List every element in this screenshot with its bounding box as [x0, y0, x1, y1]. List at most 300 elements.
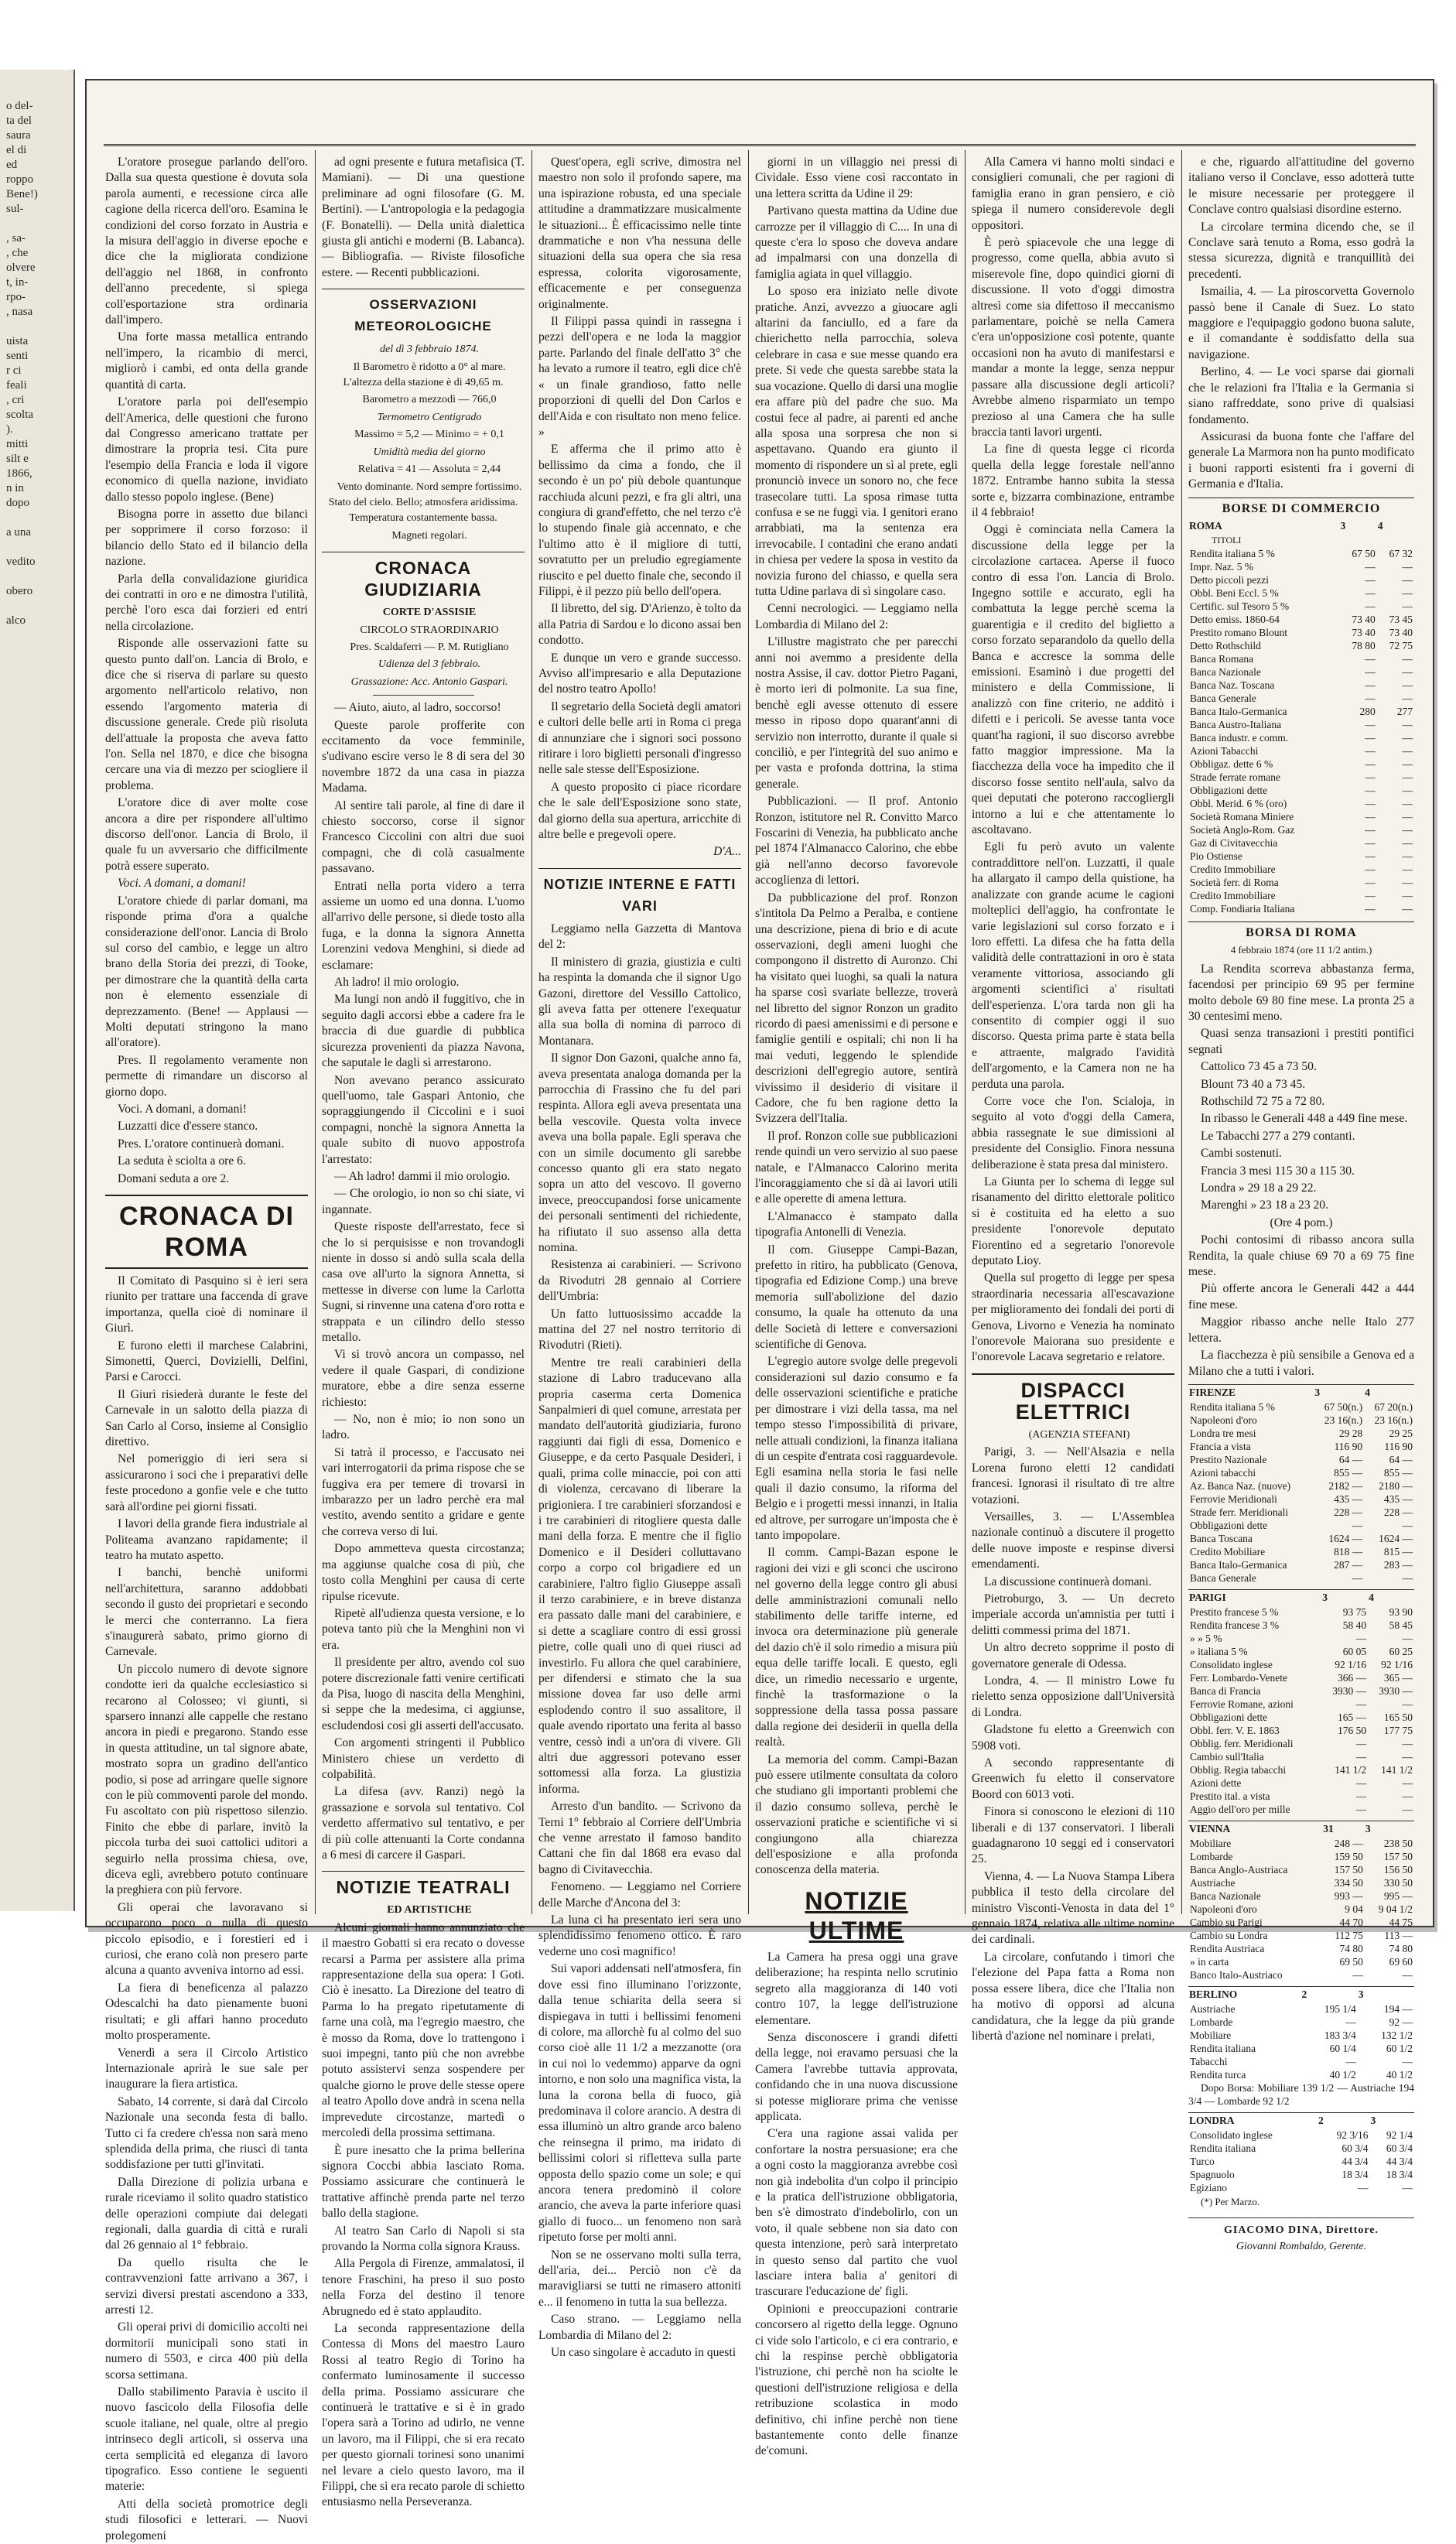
- paragraph: L'oratore chiede di parlar domani, ma risponde prima d'ora a qualche considerazione dell'onor. Lancia di Brolo sul corso del cambio, e legge un altro brano della Storia dei prezzi, di Tooke, per dimostrare che la quantità della carta non è elemento essenziale di deprezzamento. (Bene! — Applausi — Molti deputati stringono la mano all'oratore).: [105, 894, 308, 1050]
- table-cell: —: [1365, 600, 1376, 612]
- table-cell: 40 1/2: [1329, 2068, 1356, 2081]
- table-row-label: Certific. sul Tesoro 5 %: [1190, 600, 1290, 612]
- paragraph: Vi si trovò ancora un compasso, nel vedere il quale Gaspari, di condizione muratore, ebbe a dire senza esserne richiesto:: [322, 1348, 525, 1409]
- table-row-label: Rendita italiana 5 %: [1190, 547, 1275, 559]
- table-row: [1188, 850, 1414, 863]
- paragraph: — Ah ladro! dammi il mio orologio.: [334, 1169, 511, 1183]
- paragraph: È però spiacevole che una legge di progresso, come quella, abbia avuto sì miserevole fine, dopo quindici giorni di discussione. Il voto d'oggi dimostra altresì come sia difettoso il meccanismo parlamentare, poichè se nella Camera c'era un'opposizione così potente, quante occasioni non ha avuto di manifestarsi e mandar a monte la legge, senza neppur passare alla discussione degli articoli? Avrebbe almeno risparmiato un tempo prezioso al una Camera che ha sulle braccia tanti lavori urgenti.: [972, 236, 1174, 439]
- table-row-label: Pio Ostiense: [1190, 850, 1242, 862]
- table-row-label: Banca Nazionale: [1190, 665, 1261, 678]
- table-heading: PARIGI: [1189, 1591, 1226, 1603]
- dispacci-subheading: (AGENZIA STEFANI): [1028, 1428, 1130, 1441]
- table-cell: 855 —: [1334, 1466, 1363, 1479]
- table-row: [1188, 1837, 1414, 1850]
- paragraph: L'illustre magistrato che per parecchi anni noi avemmo a presidente della nostra Assise, il cav. dottor Pietro Pagani, è morto ieri di polmonite. La sua fine, benchè egli avesse ottenuto di essere messo in riposo dopo quarant'anni di servizio non interrotto, durante il quale si conciliò, e per l'integrità del suo animo e per vasta e profonda dottrina, la stima generale.: [755, 635, 958, 791]
- table-cell: 1624 —: [1328, 1532, 1363, 1544]
- table-row-label: Austriache: [1190, 1876, 1236, 1889]
- table-cell: —: [1352, 1571, 1363, 1584]
- paragraph: Rothschild 72 75 a 72 80.: [1201, 1095, 1325, 1108]
- table-row: [1188, 1506, 1414, 1519]
- paragraph: Leggiamo nella Gazzetta di Mantova del 2:: [538, 922, 741, 952]
- table-row-label: Banca Austro-Italiana: [1190, 718, 1282, 730]
- paragraph: Un fatto luttuosissimo accadde la mattina del 27 nel nostro territorio di Rivodutri (Rieti).: [538, 1307, 741, 1352]
- paragraph: Da pubblicazione del prof. Ronzon s'intitola Da Pelmo a Peralba, e contiene una descrizione, piena di brio e di acute osservazioni, degli ameni luoghi che compongono il distretto di Auronzo. Chi ha visitato quei luoghi, sa quali la natura ha sparse così svariate bellezze, troverà nel libretto del signor Ronzon un gradito ricordo di paesi amenissimi e di persone e famiglie gentili e ospitali; chi non li ha mai veduti, leggendo le splendide descrizioni dell'egregio autore, sentirà vivissimo il desiderio di visitare il Cadore, che fu ben ragione detto la Svizzera dell'Italia.: [755, 891, 958, 1126]
- table-cell: 2182 —: [1328, 1479, 1363, 1492]
- table-cell: —: [1402, 1968, 1413, 1981]
- table-row: [1188, 652, 1414, 665]
- paragraph: Parigi, 3. — Nell'Alsazia e nella Lorena furono eletti 12 candidati francesi. Ignorasi il risultato di tre altre votazioni.: [972, 1445, 1174, 1506]
- table-cell: —: [1402, 876, 1413, 888]
- table-cell: 157 50: [1383, 1850, 1413, 1862]
- table-row: [1188, 1400, 1414, 1414]
- paragraph: Il segretario della Società degli amatori e cultori delle belle arti in Roma ci prega di annunziare che i signori soci possono ritirare i loro biglietti personali d'ingresso nelle sale stesse dell'Esposizione.: [538, 699, 741, 777]
- table-row-label: Società Romana Miniere: [1190, 810, 1294, 822]
- table-cell: —: [1365, 876, 1376, 888]
- paragraph: Cenni necrologici. — Leggiamo nella Lombardia di Milano del 2:: [755, 602, 958, 631]
- paragraph: Versailles, 3. — L'Assemblea nazionale continuò a discutere il progetto delle nuove imposte e respinse diversi emendamenti.: [972, 1510, 1174, 1571]
- table-row: [1188, 1955, 1414, 1968]
- table-cell: —: [1402, 1698, 1413, 1710]
- table-row-label: Rendita turca: [1190, 2068, 1246, 2081]
- paragraph: Sui vapori addensati nell'atmosfera, fin dove essi fino illuminano l'orizzonte, dalla tenue schiarita della seera si dispiegava in tutti i bellissimi fenomeni di colore, ma allorchè fu al colmo del suo corso cioè alle 11 1/2 a mezzanotte (ora in cui noi lo vedemmo) apparve da ogni intorno, e non solo una magnifica vista, la luna la corona bella di fuoco, già predominava il colore arancio. A destra di essa illuminò un altro grande arco baleno che reinsegna il primo, ma iridato di bellissimi colori si rifletteva sulla parte opposta dello spazio come un sole; e qui ancora tenera predominò il colore arancio, che aveva la parte inferiore quasi giallo di fuoco... un fenomeno non sarà ripetuto forse per molti anni.: [538, 1962, 742, 2245]
- paragraph: Quasi senza transazioni i prestiti pontifici segnati: [1188, 1027, 1414, 1056]
- table-londra: [1188, 2112, 1414, 2194]
- paragraph: Blount 73 40 a 73 45.: [1201, 1077, 1306, 1091]
- table-cell: —: [1365, 850, 1376, 862]
- table-row: [1188, 2016, 1414, 2029]
- table-cell: —: [1352, 1519, 1363, 1531]
- table-cell: 3930 —: [1379, 1684, 1413, 1697]
- table-cell: 73 40: [1389, 626, 1413, 638]
- paragraph: L'oratore prosegue parlando dell'oro. Dalla sua questa questione è dovuta sola parola aumenti, e recessione circa alle cagione della ricerca dell'oro. Esamina le condizioni del corso forzato in Austria e la misura dell'aggio in diverse epoche e dice che la migliorata condizione dell'aggio nel 1868, in confronto dell'anno precedente, si spiega coll'esportazione stra ordinaria dall'impero.: [105, 156, 308, 327]
- table-cell: 238 50: [1383, 1837, 1413, 1849]
- table-row-label: Impr. Naz. 5 %: [1190, 560, 1254, 573]
- table-col-header: 4: [1377, 519, 1383, 532]
- table-cell: 2180 —: [1379, 1479, 1413, 1492]
- table-row: [1188, 718, 1414, 731]
- table-row: [1188, 705, 1414, 718]
- table-row: [1188, 613, 1414, 626]
- paragraph: E furono eletti il marchese Calabrini, Simonetti, Querci, Dovizielli, Delfini, Parsi e Carocci.: [105, 1339, 308, 1384]
- section-heading-cronaca-roma: CRONACA DI ROMA: [105, 1195, 308, 1269]
- table-cell: 60 1/4: [1329, 2042, 1356, 2054]
- paragraph: Atti della società promotrice degli studi filosofici e letterari. — Nuovi prolegomeni: [105, 2497, 308, 2542]
- table-cell: 365 —: [1383, 1671, 1413, 1684]
- table-col-header: 3: [1358, 1988, 1364, 2000]
- table-row: [1188, 1427, 1414, 1440]
- table-col-header: 4: [1369, 1591, 1374, 1603]
- table-row: [1188, 823, 1414, 836]
- table-row-label: Obblig. ferr. Meridionali: [1190, 1737, 1294, 1749]
- table-cell: —: [1402, 810, 1413, 822]
- paragraph: Luzzatti dice d'essere stanco.: [118, 1120, 258, 1134]
- borsa-roma-date: 4 febbraio 1874 (ore 11 1/2 antim.): [1230, 944, 1372, 956]
- paragraph: L'Almanacco è stampato dalla tipografia Antonelli di Venezia.: [755, 1209, 958, 1240]
- table-cell: 156 50: [1383, 1863, 1413, 1876]
- table-row-label: Cambio sull'Italia: [1190, 1750, 1264, 1763]
- paragraph: Francia 3 mesi 115 30 a 115 30.: [1201, 1164, 1355, 1178]
- table-vienna: [1188, 1821, 1414, 1982]
- table-row-label: Mobiliare: [1190, 1837, 1232, 1849]
- table-cell: 69 50: [1339, 1955, 1363, 1968]
- table-col-header: 3: [1322, 1591, 1328, 1603]
- table-cell: —: [1402, 2181, 1413, 2194]
- table-cell: —: [1365, 757, 1376, 770]
- paragraph: Londra, 4. — Il ministro Lowe fu rieletto senza opposizione dall'Università di Londra.: [972, 1674, 1174, 1719]
- paragraph: È pure inesatto che la prima bellerina signora Coccbi abbia lasciato Roma. Possiamo assicurare che continuerà le trattative affinchè prenda parte nel terzo ballo della stagione.: [322, 2143, 525, 2221]
- column-rule: [531, 150, 532, 1914]
- paragraph: Il prof. Ronzon colle sue pubblicazioni rende quindi un vero servizio al suo paese natale, e l'Almanacco Calorino merita l'incoraggiamento che si dà ai lavori utili e alle operette di amena lettura.: [755, 1129, 958, 1206]
- table-cell: 248 —: [1334, 1837, 1363, 1849]
- paragraph: Più offerte ancora le Generali 442 a 444 fine mese.: [1188, 1282, 1414, 1311]
- table-row: [1188, 1929, 1414, 1942]
- paragraph: Il libretto, del sig. D'Arienzo, è tolto da alla Patria di Sardou e lo dicono assai ben condotto.: [538, 602, 741, 648]
- giud-subheading: Pres. Scaldaferri — P. M. Rutigliano: [350, 641, 509, 653]
- table-col-header: 31: [1323, 1822, 1334, 1834]
- table-row-label: Banca industr. e comm.: [1190, 731, 1289, 744]
- table-row: [1188, 1850, 1414, 1863]
- table-cell: —: [1365, 836, 1376, 849]
- table-heading: FIRENZE: [1189, 1386, 1236, 1398]
- director-name: GIACOMO DINA, Direttore.: [1223, 2224, 1379, 2237]
- table-row-label: Banca Romana: [1190, 652, 1254, 665]
- paragraph: Al sentire tali parole, al fine di dare il chiesto soccorso, corse il signor Francesco Ciccolini con altri due suoi compagni, che di colà casualmente passavano.: [322, 798, 525, 876]
- paragraph: ad ogni presente e futura metafisica (T. Mamiani). — Di una questione preliminare ad ogni filosofare (G. M. Bertini). — L'antropologia e la pedagogia (F. Bonatelli). — Della unità dialettica giusta gli antichi e moderni (B. Labanca). — Bibliografia. — Riviste filosofiche estere. — Recenti pubblicazioni.: [322, 156, 525, 279]
- table-cell: —: [1402, 863, 1413, 875]
- paragraph: Voci. A domani, a domani!: [118, 877, 246, 891]
- table-cell: —: [1402, 652, 1413, 665]
- table-cell: —: [1402, 731, 1413, 744]
- table-cell: 92 1/16: [1381, 1658, 1413, 1670]
- paragraph: Pres. Il regolamento veramente non permette di rimandare un discorso al giorno dopo.: [105, 1053, 308, 1099]
- table-row-label: Banca Anglo-Austriaca: [1190, 1863, 1288, 1876]
- table-row: [1188, 2029, 1414, 2042]
- table-row-label: Banca Italo-Germanica: [1190, 705, 1287, 717]
- paragraph: L'oratore dice di aver molte cose ancora a dire per rispondere all'ultimo discorso dell'onor. Lancia di Brolo, il quale fu un avversario che difficilmente potrà essere superato.: [105, 796, 308, 873]
- paragraph: Alcuni giornali hanno annunziato che il maestro Gobatti si era recato o dovesse recarsi a Parma per assistere alla prima rappresentazione della sua opera: I Goti. Ciò è inesatto. La Direzione del teatro di Parma lo ha pregato ripetutamente di farne una colà, ma l'egregio maestro, che è mosso da Roma, dove lo trattengono i suoi impegni, tanto più che non avrebbe potuto assistervi senza sospendere per qualche giorno le prove delle stesse opere al teatro Apollo dove andrà in scena nella imprevedute circostanze, martedì o mercoledì della prossima settimana.: [322, 1920, 525, 2140]
- column-rule: [965, 150, 966, 1914]
- table-row: [1188, 876, 1414, 889]
- paragraph: C'era una ragione assai valida per confortare la nostra persuasione; era che a ogni costo la maggioranza avrebbe così non già indebolita d'un colpo il principio e la pratica dell'istruzione obbligatoria, ben s'è dimostrato d'indebolirlo, con un voto, il quale sebbene non sia dato con questa intenzione, però sarà interpretato in questo senso dal partito che vuol lasciare intera balia a' genitori di trascurare l'educazione de' figli.: [755, 2127, 958, 2299]
- table-cell: —: [1402, 1571, 1413, 1584]
- table-row: [1188, 1532, 1414, 1545]
- paragraph: Cambi sostenuti.: [1201, 1147, 1282, 1161]
- paragraph: Gli operai che lavoravano si occuparono poco o nulla di questo piccolo episodio, e i forestieri ed i curiosi, che erano colà non presero parte alcuna a quanto avveniva intorno ad essi.: [105, 1900, 308, 1978]
- table-row: [1188, 1632, 1414, 1645]
- table-row-label: Banca Generale: [1190, 692, 1256, 704]
- table-row-label: Prestito francese 5 %: [1190, 1605, 1279, 1618]
- table-cell: —: [1365, 744, 1376, 757]
- table-cell: —: [1402, 718, 1413, 730]
- table-row-label: » in carta: [1190, 1955, 1229, 1968]
- giud-subheading: Grassazione: Acc. Antonio Gaspari.: [350, 675, 508, 688]
- table-cell: 58 45: [1389, 1619, 1413, 1631]
- table-cell: 9 04 1/2: [1378, 1903, 1413, 1915]
- borsa-roma-heading: BORSA DI ROMA: [1188, 922, 1414, 941]
- table-row-label: Ferrovie Meridionali: [1190, 1493, 1277, 1505]
- table-cell: 818 —: [1334, 1545, 1363, 1558]
- table-row-label: Az. Banca Naz. (nuove): [1190, 1479, 1291, 1492]
- table-cell: 18 3/4: [1386, 2168, 1413, 2180]
- paragraph: (Ore 4 pom.): [1270, 1216, 1333, 1229]
- table-row: [1188, 836, 1414, 850]
- table-row: [1188, 1790, 1414, 1803]
- table-cell: 64 —: [1338, 1453, 1363, 1465]
- paragraph: giorni in un villaggio nei pressi di Cividale. Esso viene così raccontato in una lettera scritta da Udine il 29:: [755, 156, 958, 200]
- table-row-label: Banca Nazionale: [1190, 1889, 1261, 1902]
- table-row: [1188, 2042, 1414, 2055]
- table-cell: 44 75: [1389, 1916, 1413, 1928]
- table-row-label: Banco Italo-Austriaco: [1190, 1968, 1283, 1981]
- table-row: [1188, 1737, 1414, 1750]
- paragraph: Ah ladro! il mio orologio.: [334, 976, 460, 990]
- paragraph: Venerdì a sera il Circolo Artistico Internazionale aprirà le sue sale per inaugurare la fiera artistica.: [105, 2046, 308, 2091]
- meteo-line: Barometro a mezzodì — 766,0: [362, 394, 497, 406]
- paragraph: — Aiuto, aiuto, al ladro, soccorso!: [334, 701, 501, 715]
- dopo-borsa: Dopo Borsa: Mobiliare 139 1/2 — Austriache 194 3/4 — Lombarde 92 1/2: [1188, 2081, 1414, 2107]
- table-row-label: » » 5 %: [1190, 1632, 1222, 1644]
- table-cell: 9 04: [1345, 1903, 1363, 1915]
- table-cell: —: [1355, 1698, 1367, 1710]
- table-row-label: Rendita italiana 5 %: [1190, 1400, 1275, 1413]
- table-cell: —: [1402, 771, 1413, 783]
- table-cell: 141 1/2: [1381, 1763, 1413, 1776]
- table-cell: 334 50: [1334, 1876, 1363, 1889]
- table-cell: 435 —: [1334, 1493, 1363, 1505]
- table-row: [1188, 1453, 1414, 1466]
- paragraph: Pietroburgo, 3. — Un decreto imperiale accorda un'amnistia per tutti i delitti commessi prima del 1871.: [972, 1592, 1174, 1637]
- table-cell: —: [1402, 560, 1413, 573]
- table-row-label: Aggio dell'oro per mille: [1190, 1803, 1290, 1815]
- table-row: [1188, 626, 1414, 639]
- table-cell: 73 40: [1352, 613, 1376, 625]
- table-cell: 159 50: [1334, 1850, 1363, 1862]
- table-cell: 112 75: [1335, 1929, 1363, 1941]
- table-cell: 67 32: [1389, 547, 1413, 559]
- table-row: [1188, 1479, 1414, 1493]
- table-body: [1188, 1400, 1414, 1585]
- section-heading-notizie-ultime: NOTIZIE ULTIME: [805, 1886, 908, 1944]
- table-cell: 113 —: [1384, 1929, 1413, 1941]
- table-firenze: [1188, 1384, 1414, 1585]
- table-cell: —: [1345, 2016, 1356, 2028]
- table-cell: —: [1402, 823, 1413, 836]
- table-cell: —: [1365, 889, 1376, 901]
- table-row: [1188, 600, 1414, 613]
- table-cell: 141 1/2: [1335, 1763, 1367, 1776]
- paragraph: Il signor Don Gazoni, qualche anno fa, aveva presentata analoga domanda per la parrocchia di Frassino che fu del pari respinta. Allora egli aveva presentata una bella vescovile. Questa volta invece aveva una bolla papale. Egli sperava che con un simile documento gli sarebbe concesso quanto gli era stato negato sopra un atto del vescovo. Il governo invece, preoccupandosi forse unicamente dei personali sentimenti del richiedente, ha rifiutato il suo assenso alla detta nomina.: [538, 1051, 741, 1254]
- paragraph: Ripetè all'udienza questa versione, e lo poteva tanto più che la Menghini non vi era.: [322, 1606, 525, 1652]
- table-row: [1188, 1558, 1414, 1571]
- paragraph: La fiacchezza è più sensibile a Genova ed a Milano che a tutti i valori.: [1188, 1349, 1414, 1378]
- paragraph: La fiera di beneficenza al palazzo Odescalchi ha dato pienamente buoni risultati; e gli affari hanno proceduto molto prosperamente.: [105, 1981, 308, 2043]
- column-2: [322, 155, 525, 2509]
- paragraph: E afferma che il primo atto è bellissimo da cima a fondo, che il secondo è un po' più debole quantunque racchiuda alcuni pezzi, e fra gli altri, una congiura di grand'effetto, che nel terzo c'è lo stupendo finale già accennato, e che l'ultimo atto è il migliore di tutti, sovratutto per un preludio egregiamente riuscito e pel duetto finale che, secondo il Filippi, è il pezzo più bello dell'opera.: [538, 443, 741, 598]
- table-cell: 287 —: [1334, 1558, 1363, 1571]
- table-row: [1188, 1803, 1414, 1816]
- table-cell: —: [1402, 1519, 1413, 1531]
- paragraph: Non avevano peranco assicurato quell'uomo, tale Gaspari Antonio, che sopraggiungendo il Ciccolini e i suoi compagni, nonchè la signora Annetta la quale subito di nuovo appostrofa l'arrestato:: [322, 1073, 525, 1166]
- paragraph: Finora si conoscono le elezioni di 110 liberali e di 137 conservatori. I liberali guadagnarono 10 seggi ed i conservatori 25.: [972, 1805, 1174, 1866]
- table-row: [1188, 1414, 1414, 1427]
- table-col-header: 3: [1370, 2114, 1376, 2126]
- table-row-label: Egiziano: [1190, 2181, 1227, 2194]
- table-row-label: Austriache: [1190, 2002, 1236, 2015]
- table-row-label: Banca Generale: [1190, 1571, 1256, 1584]
- table-cell: —: [1402, 797, 1413, 809]
- paragraph: Queste parole profferite con eccitamento da voce femminile, s'udivano escire verso le 8 di sera del 30 novembre 1872 da una casa in piazza Madama.: [322, 718, 525, 795]
- table-cell: —: [1365, 797, 1376, 809]
- table-cell: —: [1365, 665, 1376, 678]
- table-row-label: Obblig. Regia tabacchi: [1190, 1763, 1287, 1776]
- column-rule: [1181, 150, 1182, 1914]
- table-cell: 67 50: [1352, 547, 1376, 559]
- table-cell: 132 1/2: [1381, 2029, 1413, 2041]
- paragraph: A questo proposito ci piace ricordare che le sale dell'Esposizione sono state, dal giorno della sua apertura, arricchite di altre belle e pregevoli opere.: [538, 780, 741, 842]
- paragraph: Opinioni e preoccupazioni contrarie concorsero al rigetto della legge. Ognuno ci vide solo l'articolo, e ci era contrario, e chi la respinse perchè obbligatoria l'istruzione, chi perchè non ha sciolte le questioni dell'istruzione religiosa e della retribuzione scolastica in modo definitivo, chi infine perchè non tiene bastantemente conto delle finanze de'comuni.: [755, 2302, 958, 2458]
- table-row-label: Rendita Austriaca: [1190, 1942, 1265, 1954]
- table-row-label: Napoleoni d'oro: [1190, 1903, 1257, 1915]
- table-row: [1188, 1876, 1414, 1889]
- table-row: [1188, 1863, 1414, 1876]
- table-row: [1188, 2068, 1414, 2081]
- table-cell: —: [1355, 1790, 1367, 1802]
- table-row-label: Comp. Fondiaria Italiana: [1190, 902, 1295, 915]
- table-cell: —: [1365, 560, 1376, 573]
- table-heading: BERLINO: [1189, 1988, 1238, 2000]
- table-cell: 228 —: [1334, 1506, 1363, 1518]
- table-row-label: Obbl. Beni Eccl. 5 %: [1190, 586, 1279, 599]
- table-cell: —: [1365, 863, 1376, 875]
- table-row: [1188, 1889, 1414, 1903]
- table-cell: 815 —: [1383, 1545, 1413, 1558]
- table-col-header: 4: [1365, 1386, 1370, 1398]
- paragraph: La Rendita scorreva abbastanza ferma, facendosi per principio 69 95 per fermine molto debole 69 80 fine mese. La pronta 25 a 30 centesimi meno.: [1188, 962, 1414, 1023]
- table-row-label: Prestito Nazionale: [1190, 1453, 1267, 1465]
- table-row-label: Gaz di Civitavecchia: [1190, 836, 1278, 849]
- paragraph: Cattolico 73 45 a 73 50.: [1201, 1060, 1317, 1074]
- table-cell: —: [1402, 2055, 1413, 2067]
- giud-subheading: Udienza del 3 febbraio.: [378, 658, 481, 671]
- table-cell: 165 —: [1338, 1711, 1367, 1723]
- table-row: [1188, 1711, 1414, 1724]
- footnote: (*) Per Marzo.: [1201, 2195, 1260, 2207]
- table-row-label: Ferrovie Romane, azioni: [1190, 1698, 1294, 1710]
- table-cell: —: [1402, 889, 1413, 901]
- table-berlino: [1188, 1986, 1414, 2081]
- table-cell: —: [1355, 1750, 1367, 1763]
- paragraph: La difesa (avv. Ranzi) negò la grassazione e sorvola sul tentativo. Col verdetto affermativo sul tentativo, e per di più colle attenuanti la Corte condanna a 6 mesi di carcere il Gaspari.: [322, 1785, 525, 1862]
- paragraph: Ismailia, 4. — La piroscorvetta Governolo passò bene il Canale di Suez. Lo stato maggiore e l'equipaggio godono buona salute, e il comandante è soddisfatto della sua navigazione.: [1188, 285, 1414, 361]
- table-cell: —: [1365, 679, 1376, 691]
- paragraph: La fine di questa legge ci ricorda quella della legge forestale nell'anno 1872. Entrambe hanno subita la stessa sorte e, bizzarra combinazione, entrambe il 4 febbraio!: [972, 443, 1174, 519]
- divider: [373, 695, 474, 696]
- table-row-label: Obbligazioni dette: [1190, 784, 1268, 796]
- gerente-name: Giovanni Rombaldo, Gerente.: [1236, 2240, 1367, 2252]
- meteo-line: Massimo = 5,2 — Minimo = + 0,1: [354, 429, 504, 441]
- paragraph: Berlino, 4. — Le voci sparse dai giornali che le relazioni fra l'Italia e la Germania si siano raffreddate, sono prive di qualsiasi fondamento.: [1188, 365, 1414, 426]
- paragraph: Una forte massa metallica entrando nell'impero, la ricambio di merci, migliorò i cambi, ed onta della grande quantità di carta.: [105, 330, 308, 392]
- table-cell: —: [1402, 1632, 1413, 1644]
- paragraph: Pubblicazioni. — Il prof. Antonio Ronzon, istitutore nel R. Convitto Marco Foscarini di Venezia, ha pubblicato anche pel 1874 l'Almanacco Calorino, che ebbe già nell'anno decorso favorevole accoglienza di lettori.: [755, 795, 958, 887]
- paragraph: Resistenza ai carabinieri. — Scrivono da Rivodutri 28 gennaio al Corriere dell'Umbria:: [538, 1258, 741, 1304]
- section-heading-fatti-vari: NOTIZIE INTERNE E FATTI VARI: [538, 868, 741, 917]
- table-row-label: Obbl. ferr. V. E. 1863: [1190, 1724, 1280, 1736]
- table-row: [1188, 810, 1414, 823]
- table-row: [1188, 573, 1414, 586]
- table-cell: 283 —: [1383, 1558, 1413, 1571]
- table-cell: 23 16(n.): [1324, 1414, 1363, 1426]
- paragraph: Il presidente per altro, avendo col suo potere discrezionale fatti venire certificati da Pisa, luogo di nascita della Menghini, si seppe che la medesima, ci aggiunse, escludendosi così gli asserti dell'accusato.: [322, 1656, 525, 1732]
- table-cell: 74 80: [1339, 1942, 1363, 1954]
- table-body: [1188, 2129, 1414, 2194]
- paragraph: Nel pomeriggio di ieri sera si assicurarono i soci che i preparativi delle feste procedono a gonfie vele e che tutto sarà all'ordine pei giorni fissati.: [105, 1452, 308, 1513]
- table-row: [1188, 1942, 1414, 1955]
- paragraph: La memoria del comm. Campi-Bazan può essere utilmente consultata da coloro che studiano gli importanti problemi che il dazio consumo solleva, perchè le osservazioni pratiche e scientifiche vi si congiungono alla chiarezza dell'esposizione e alla profonda conoscenza della materia.: [755, 1752, 958, 1877]
- top-rule: [104, 144, 1416, 146]
- table-cell: 176 50: [1338, 1724, 1367, 1736]
- paragraph: Quella sul progetto di legge per spesa straordinaria necessaria all'escavazione per miglioramento dei fondali dei porti di Genova, Livorno e Venezia ha nominato l'onorevole Maiorana suo presidente e l'onorevole Lacava segretario e relatore.: [972, 1271, 1174, 1364]
- table-cell: 74 80: [1389, 1942, 1413, 1954]
- column-rule: [315, 150, 316, 1914]
- table-row-label: Rendita francese 3 %: [1190, 1619, 1280, 1631]
- paragraph: Un caso singolare è accaduto in questi: [551, 2346, 737, 2360]
- paragraph: La seduta è sciolta a ore 6.: [118, 1154, 246, 1168]
- paragraph: Il com. Giuseppe Campi-Bazan, prefetto in ritiro, ha pubblicato (Genova, tipografia ed Edizione Comp.) una breve memoria sull'abolizione del dazio consumo, la quale ha ottenuto da una delle Società di lettere e conversazioni scientifiche di Genova.: [755, 1243, 958, 1352]
- table-cell: —: [1365, 586, 1376, 599]
- paragraph: La Giunta per lo schema di legge sul risanamento del diritto elettorale politico si è costituita ed ha eletto a suo presidente l'onorevole deputato Fiorentino ed a segretario l'onorevole deputato Lioy.: [972, 1175, 1174, 1268]
- paragraph: Il ministero di grazia, giustizia e culti ha respinta la domanda che il signor Ugo Gazoni, direttore del Vessillo Cattolico, gli aveva fatta per ottenere l'exequatur alla sua bolla di nomina di parroco di Montanara.: [538, 955, 741, 1048]
- table-row-label: Obbligaz. dette 6 %: [1190, 757, 1273, 770]
- section-heading-meteo: OSSERVAZIONI METEOROLOGICHE: [322, 289, 525, 337]
- paragraph: Il Comitato di Pasquino si è ieri sera riunito per trattare una faccenda di grave importanza, quella cioè di nominare il Giurì.: [105, 1274, 308, 1335]
- table-row: [1188, 679, 1414, 692]
- table-row: [1188, 771, 1414, 784]
- paragraph: Gladstone fu eletto a Greenwich con 5908 voti.: [972, 1723, 1174, 1752]
- table-row: [1188, 586, 1414, 600]
- table-cell: 64 —: [1389, 1453, 1413, 1465]
- table-cell: 183 3/4: [1324, 2029, 1356, 2041]
- paragraph: Il comm. Campi-Bazan espone le ragioni dei vizi e gli sconci che uscirono nel governo della legge contro gli abusi delle amministrazioni comunali nello stabilimento delle tariffe interne, ed invoca ora determinazione più generale del dazio ch'è il solo rimedio a misura più equa delle tariffe locali. E questo, egli dice, un rimedio necessario e urgente, finchè la trasformazione o la soppressione della tassa possa passare dalla regione dei desiderii in quella della realtà.: [755, 1546, 958, 1749]
- table-row-label: Francia a vista: [1190, 1440, 1251, 1452]
- paragraph: La circolare, confutando i timori che l'elezione del Papa fatta a Roma non possa essere libera, dice che l'Italia non ha motivo di opporsi ad alcuna candidatura, che la legge da più grande libertà d'azione nel nominare i prelati,: [972, 1950, 1174, 2043]
- table-row: [1188, 665, 1414, 679]
- table-cell: 1624 —: [1379, 1532, 1413, 1544]
- table-row: [1188, 1671, 1414, 1684]
- table-cell: 73 40: [1352, 626, 1376, 638]
- table-body: [1188, 1605, 1414, 1816]
- table-cell: —: [1365, 692, 1376, 704]
- paragraph: Voci. A domani, a domani!: [118, 1102, 247, 1116]
- paragraph: E dunque un vero e grande successo. Avviso all'impresario e alla Deputazione del nostro teatro Apollo!: [538, 651, 741, 696]
- table-heading: ROMA: [1189, 519, 1222, 532]
- table-row: [1188, 731, 1414, 744]
- table-row-label: Credito Immobiliare: [1190, 863, 1276, 875]
- table-cell: 92 1/16: [1335, 1658, 1367, 1670]
- table-row-label: Credito Mobiliare: [1190, 1545, 1266, 1558]
- column-1: [105, 155, 308, 2542]
- table-cell: —: [1402, 1803, 1413, 1815]
- table-cell: 73 45: [1389, 613, 1413, 625]
- table-row: [1188, 1645, 1414, 1658]
- paragraph: Entrati nella porta videro a terra assieme un uomo ed una donna. L'uomo all'arrivo delle persone, si diede tosto alla fuga, e la donna la signora Annetta Lorenzini vedova Menghini, si diede ad esclamare:: [322, 879, 525, 972]
- paragraph: Mentre tre reali carabinieri della stazione di Labro traducevano alla propria caserma certa Domenica Sanpalmieri di quel comune, arrestata per mandato dell'autorità giudiziaria, furono raggiunti dai figli di essa, Domenico e Giuseppe, e da certo Pasquale Desideri, i quali, prima colle minaccie, poi con atti di violenza, cercavano di liberare la prigioniera. I tre carabinieri sforzandosi e i tre carabinieri di ritogliere questa dalle mani della forza. E mentre che il figlio Domenico e il Desideri colluttavano corpo a corpo col brigadiere ed un carabiniere, l'altro figlio Giuseppe assalì il terzo carabiniere, e in breve distanza era passato dalle mani del carabiniere, e si dette a scagliare contro di essi grossi pietre, colle quali uno di quei riusci ad investirlo. Fu allora che quel carabiniere, per difendersi e stimato che la sua missione dovea far uso delle armi esplodendo contro il suo assalitore, il quale avendo riportato una ferita al basso ventre, cessò indi a un'ora di vivere. Gli altri due aggressori potevano esser sottomessi alla forza. La giustizia informa.: [538, 1356, 741, 1796]
- giud-subheading: CORTE D'ASSISIE: [382, 607, 477, 619]
- table-cell: 44 70: [1339, 1916, 1363, 1928]
- paragraph: Si tatrà il processo, e l'accusato nei vari interrogatorii da prima rispose che se fuggiva era per temere di trovarsi in imbarazzo per un ladro perchè era mal vestito, avendo sentito a gridare e gente che correva verso di lui.: [322, 1445, 525, 1538]
- table-cell: —: [1402, 902, 1413, 915]
- paragraph: Queste risposte dell'arrestato, fece sì che lo si perquisisse e non trovandogli niente in dosso si andò sulla scala della casa ove all'urto la signora Annetta, si mettesse in diverse con lume la Carlotta Sugni, si rinvenne una catena d'oro rotta e strappata e un cilindro dello stesso metallo.: [322, 1220, 525, 1344]
